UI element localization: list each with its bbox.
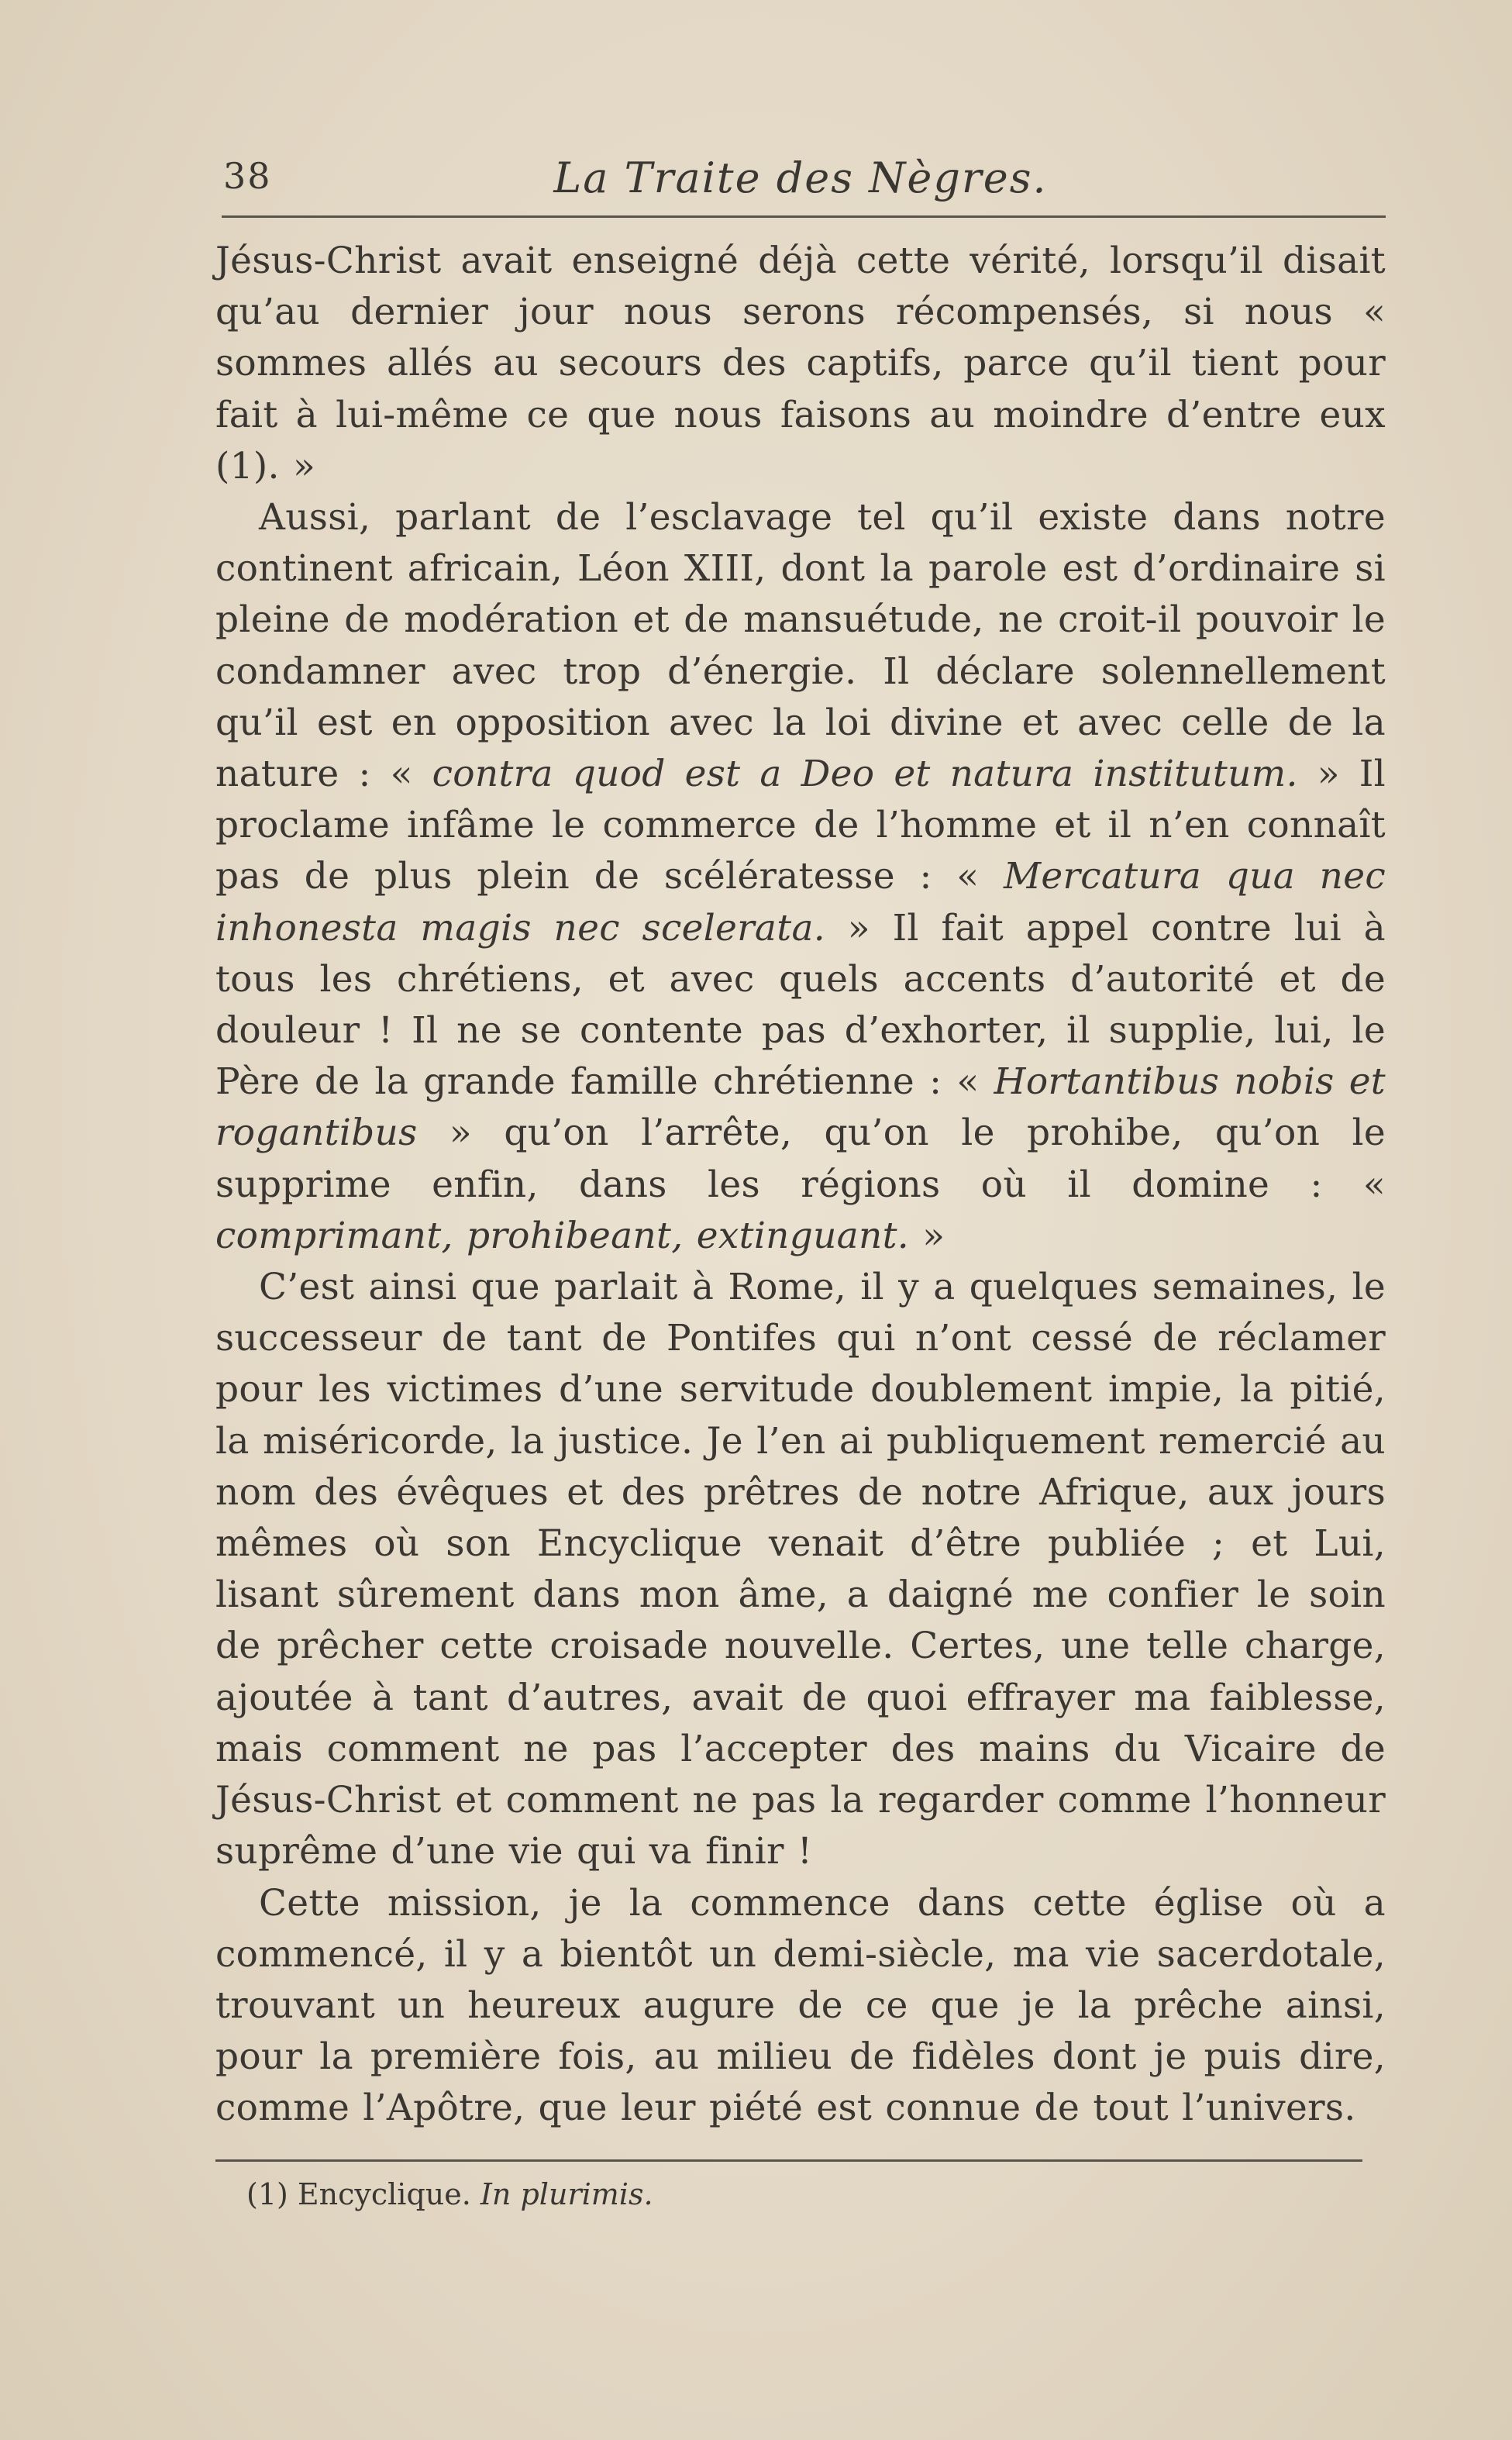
latin-quote: contra quod est a Deo et natura institutum. bbox=[432, 753, 1298, 796]
text-run: » Il proclame infâme le commerce de l’homme et il n’en connaît pas de plus plein de scélératesse : « bbox=[215, 753, 1386, 898]
text-run: » qu’on l’arrête, qu’on le prohibe, qu’on le supprime enfin, dans les régions où il domine : « bbox=[215, 1111, 1386, 1206]
paragraph bbox=[215, 236, 1386, 492]
footnote bbox=[246, 2175, 653, 2214]
page-header bbox=[215, 147, 1386, 202]
footnote-rule bbox=[215, 2159, 1362, 2162]
footnote-marker: (1) Encyclique. bbox=[246, 2177, 471, 2211]
paragraph bbox=[215, 1262, 1386, 1877]
text-run: » bbox=[909, 1214, 945, 1257]
latin-quote: Mercatura qua nec inhonesta magis nec scelerata. bbox=[215, 855, 1386, 949]
latin-quote: Hortantibus nobis et rogantibus bbox=[215, 1060, 1386, 1155]
text-run: » Il fait appel contre lui à tous les chrétiens, et avec quels accents d’autorité et de douleur ! Il ne se contente pas d’exhorter, il supplie, lui, le Père de la grande famille chrétienne : « bbox=[215, 906, 1386, 1104]
paragraph bbox=[215, 492, 1386, 1262]
page-number: 38 bbox=[223, 155, 272, 197]
book-page bbox=[215, 147, 1386, 2211]
footnote-citation: In plurimis. bbox=[480, 2177, 653, 2211]
paragraph bbox=[215, 1878, 1386, 2135]
latin-quote: comprimant, prohibeant, extinguant. bbox=[215, 1214, 909, 1257]
text-run: Cette mission, je la commence dans cette église où a commencé, il y a bientôt un demi-siècle, ma vie sacerdotale, trouvant un heureux augure de ce que je la prêche ainsi, pour la première fois, au milieu de fidèles dont je puis dire, comme l’Apôtre, que leur piété est connue de tout l’univers. bbox=[215, 1881, 1386, 2130]
header-rule bbox=[222, 215, 1386, 218]
running-title: La Traite des Nègres. bbox=[553, 153, 1048, 202]
body-text bbox=[215, 236, 1386, 2135]
text-run: Jésus-Christ avait enseigné déjà cette vérité, lorsqu’il disait qu’au dernier jour nous serons récompensés, si nous « sommes allés au secours des captifs, parce qu’il tient pour fait à lui-même ce que nous faisons au moindre d’entre eux (1). » bbox=[215, 240, 1386, 488]
text-run: Aussi, parlant de l’esclavage tel qu’il existe dans notre continent africain, Léon XIII, dont la parole est d’ordinaire si pleine de modération et de mansuétude, ne croit-il pouvoir le condamner avec trop d’énergie. Il déclare solennellement qu’il est en opposition avec la loi divine et avec celle de la nature : « bbox=[215, 496, 1386, 796]
text-run: C’est ainsi que parlait à Rome, il y a quelques semaines, le successeur de tant de Pontifes qui n’ont cessé de réclamer pour les victimes d’une servitude doublement impie, la pitié, la miséricorde, la justice. Je l’en ai publiquement remercié au nom des évêques et des prêtres de notre Afrique, aux jours mêmes où son Encyclique venait d’être publiée ; et Lui, lisant sûrement dans mon âme, a daigné me confier le soin de prêcher cette croisade nouvelle. Certes, une telle charge, ajoutée à tant d’autres, avait de quoi effrayer ma faiblesse, mais comment ne pas l’accepter des mains du Vicaire de Jésus-Christ et comment ne pas la regarder comme l’honneur suprême d’une vie qui va finir ! bbox=[215, 1266, 1386, 1873]
